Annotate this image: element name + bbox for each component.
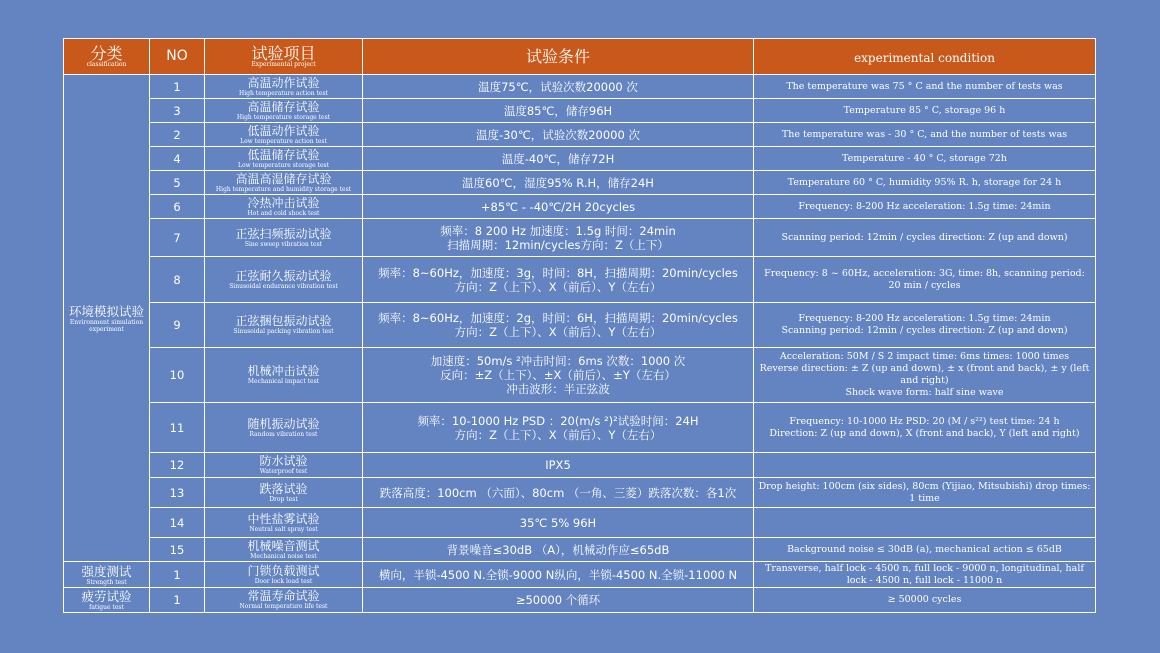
condition-en: Transverse, half lock - 4500 n, full lock - 9000 n, longitudinal, half lock - 4500 n, full lock - 11000 n (754, 562, 1096, 588)
row-number: 4 (150, 147, 205, 171)
table-row (64, 508, 1096, 538)
condition-en (754, 453, 1096, 478)
category-cell: 强度测试 Strength test (64, 562, 150, 588)
condition-cn: 温度-40℃，储存72H (363, 147, 754, 171)
row-number: 5 (150, 171, 205, 195)
row-number: 15 (150, 538, 205, 562)
table-row (64, 348, 1096, 403)
row-number: 7 (150, 219, 205, 257)
row-number: 9 (150, 303, 205, 348)
condition-cn: 背景噪音≤30dB （A），机械动作应≤65dB (363, 538, 754, 562)
row-number: 1 (150, 588, 205, 613)
test-item: 低温动作试验 Low temperature action test (205, 123, 363, 147)
test-item: 低温储存试验 Low temperature storage test (205, 147, 363, 171)
row-number: 10 (150, 348, 205, 403)
condition-en: Temperature - 40 ° C, storage 72h (754, 147, 1096, 171)
row-number: 8 (150, 257, 205, 303)
condition-cn: +85℃ - -40℃/2H 20cycles (363, 195, 754, 219)
test-item: 门锁负载测试 Door lock load test (205, 562, 363, 588)
table-row (64, 99, 1096, 123)
table-row (64, 123, 1096, 147)
condition-en: The temperature was 75 ° C and the number of tests was (754, 75, 1096, 99)
test-conditions-table (63, 38, 1096, 613)
condition-cn: 35℃ 5% 96H (363, 508, 754, 538)
condition-cn: 跌落高度：100cm （六面）、80cm （一角、三菱）跌落次数：各1次 (363, 478, 754, 508)
test-table-container (63, 38, 1095, 613)
condition-en: Temperature 60 ° C, humidity 95% R. h, storage for 24 h (754, 171, 1096, 195)
condition-cn: 温度75℃，试验次数20000 次 (363, 75, 754, 99)
test-item: 正弦耐久振动试验 Sinusoidal endurance vibration test (205, 257, 363, 303)
header-condition-en: experimental condition (754, 39, 1096, 75)
test-item: 机械冲击试验 Mechanical impact test (205, 348, 363, 403)
header-category: 分类 classification (64, 39, 150, 75)
test-item: 高温动作试验 High temperature action test (205, 75, 363, 99)
condition-en: Frequency: 8-200 Hz acceleration: 1.5g time: 24min Scanning period: 12min / cycles direction: Z (up and down) (754, 303, 1096, 348)
row-number: 3 (150, 99, 205, 123)
condition-en: Scanning period: 12min / cycles direction: Z (up and down) (754, 219, 1096, 257)
condition-cn: 温度85℃，储存96H (363, 99, 754, 123)
condition-en (754, 508, 1096, 538)
test-item: 正弦捆包振动试验 Sinusoidal packing vibration test (205, 303, 363, 348)
condition-en: Temperature 85 ° C, storage 96 h (754, 99, 1096, 123)
table-row (64, 195, 1096, 219)
row-number: 12 (150, 453, 205, 478)
row-number: 13 (150, 478, 205, 508)
row-number: 14 (150, 508, 205, 538)
condition-cn: 横向，半锁-4500 N.全锁-9000 N纵向，半锁-4500 N.全锁-11000 N (363, 562, 754, 588)
condition-en: The temperature was - 30 ° C, and the number of tests was (754, 123, 1096, 147)
table-row (64, 303, 1096, 348)
table-row (64, 588, 1096, 613)
test-item: 常温寿命试验 Normal temperature life test (205, 588, 363, 613)
test-item: 高温高湿储存试验 High temperature and humidity storage test (205, 171, 363, 195)
test-item: 高温储存试验 High temperature storage test (205, 99, 363, 123)
table-row (64, 147, 1096, 171)
row-number: 6 (150, 195, 205, 219)
table-row (64, 257, 1096, 303)
row-number: 1 (150, 75, 205, 99)
table-row (64, 403, 1096, 453)
condition-en: ≥ 50000 cycles (754, 588, 1096, 613)
condition-cn: 温度60℃，湿度95% R.H，储存24H (363, 171, 754, 195)
condition-en: Frequency: 10-1000 Hz PSD: 20 (M / s²²) test time: 24 h Direction: Z (up and down), X (front and back), Y (left and right) (754, 403, 1096, 453)
header-item: 试验项目 Experimental project (205, 39, 363, 75)
test-item: 中性盐雾试验 Neutral salt spray test (205, 508, 363, 538)
category-cell: 疲劳试验 fatigue test (64, 588, 150, 613)
test-item: 随机振动试验 Random vibration test (205, 403, 363, 453)
header-row (64, 39, 1096, 75)
row-number: 1 (150, 562, 205, 588)
condition-en: Background noise ≤ 30dB (a), mechanical action ≤ 65dB (754, 538, 1096, 562)
table-row (64, 219, 1096, 257)
table-row (64, 171, 1096, 195)
condition-en: Frequency: 8 ~ 60Hz, acceleration: 3G, time: 8h, scanning period: 20 min / cycles (754, 257, 1096, 303)
header-condition-cn: 试验条件 (363, 39, 754, 75)
test-item: 正弦扫频振动试验 Sine sweep vibration test (205, 219, 363, 257)
condition-cn: 频率：8~60Hz，加速度：2g，时间：6H，扫描周期：20min/cycles 方向：Z（上下）、X（前后）、Y（左右） (363, 303, 754, 348)
condition-en: Acceleration: 50M / S 2 impact time: 6ms times: 1000 times Reverse direction: ± Z (up and down), ± x (front and back), ± y (left and right) Shock wave form: half sine wave (754, 348, 1096, 403)
table-row (64, 562, 1096, 588)
table-row (64, 75, 1096, 99)
row-number: 11 (150, 403, 205, 453)
condition-cn: 加速度：50m/s ²冲击时间：6ms 次数：1000 次 反向：±Z（上下）、±X（前后）、±Y（左右） 冲击波形：半正弦波 (363, 348, 754, 403)
test-item: 防水试验 Waterproof test (205, 453, 363, 478)
table-row (64, 453, 1096, 478)
test-item: 机械噪音测试 Mechanical noise test (205, 538, 363, 562)
table-row (64, 538, 1096, 562)
condition-en: Drop height: 100cm (six sides), 80cm (Yijiao, Mitsubishi) drop times: 1 time (754, 478, 1096, 508)
table-row (64, 478, 1096, 508)
condition-cn: 温度-30℃，试验次数20000 次 (363, 123, 754, 147)
condition-cn: IPX5 (363, 453, 754, 478)
table-body (64, 75, 1096, 613)
condition-en: Frequency: 8-200 Hz acceleration: 1.5g time: 24min (754, 195, 1096, 219)
test-item: 跌落试验 Drop test (205, 478, 363, 508)
header-no: NO (150, 39, 205, 75)
condition-cn: 频率：10-1000 Hz PSD ：20(m/s ²)²试验时间：24H 方向：Z（上下）、X（前后）、Y（左右） (363, 403, 754, 453)
row-number: 2 (150, 123, 205, 147)
category-cell: 环境模拟试验 Environment simulation experiment (64, 75, 150, 562)
condition-cn: ≥50000 个循环 (363, 588, 754, 613)
condition-cn: 频率：8~60Hz，加速度：3g，时间：8H，扫描周期：20min/cycles 方向：Z（上下）、X（前后）、Y（左右） (363, 257, 754, 303)
condition-cn: 频率：8 200 Hz 加速度：1.5g 时间：24min 扫描周期：12min/cycles方向：Z（上下） (363, 219, 754, 257)
test-item: 冷热冲击试验 Hot and cold shock test (205, 195, 363, 219)
